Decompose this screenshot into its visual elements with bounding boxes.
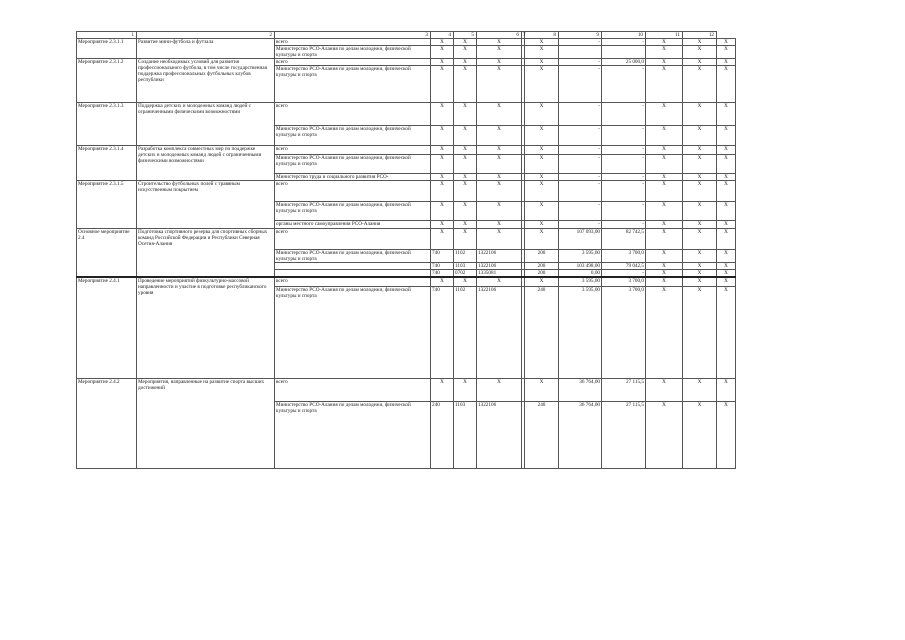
- value-cell: 200: [525, 270, 559, 278]
- column-number: 1: [77, 32, 137, 39]
- executor: всего: [275, 277, 431, 286]
- value-cell: 27 115,5: [602, 401, 646, 468]
- value-cell: -: [602, 39, 646, 46]
- value-cell: Х: [646, 286, 683, 378]
- value-cell: Х: [717, 46, 736, 59]
- value-cell: Х: [717, 66, 736, 103]
- value-cell: Х: [454, 221, 477, 229]
- value-cell: -: [559, 174, 602, 181]
- measure-name: Мероприятие 2.3.1.4: [77, 146, 137, 181]
- value-cell: Х: [646, 270, 683, 278]
- value-cell: Х: [525, 155, 559, 174]
- value-cell: Х: [683, 378, 717, 401]
- measure-description: Поддержка детских и молодежных команд людей с ограниченными физическими возможностями: [137, 103, 275, 146]
- value-cell: 1103: [454, 263, 477, 270]
- value-cell: Х: [683, 66, 717, 103]
- value-cell: Х: [646, 66, 683, 103]
- value-cell: 740: [431, 263, 454, 270]
- value-cell: Х: [525, 174, 559, 181]
- value-cell: 3 700,0: [602, 286, 646, 378]
- executor: всего: [275, 146, 431, 155]
- value-cell: 36 764,00: [559, 378, 602, 401]
- executor: всего: [275, 229, 431, 250]
- value-cell: Х: [717, 146, 736, 155]
- value-cell: Х: [525, 378, 559, 401]
- value-cell: 25 000,0: [602, 59, 646, 66]
- value-cell: Х: [683, 155, 717, 174]
- executor: [275, 263, 431, 270]
- value-cell: 200: [525, 263, 559, 270]
- value-cell: Х: [477, 146, 522, 155]
- value-cell: [559, 46, 602, 59]
- value-cell: Х: [525, 202, 559, 221]
- table-row: [77, 103, 736, 126]
- value-cell: Х: [717, 250, 736, 263]
- value-cell: 240: [431, 401, 454, 468]
- value-cell: -: [602, 126, 646, 146]
- value-cell: Х: [477, 59, 522, 66]
- value-cell: Х: [646, 263, 683, 270]
- value-cell: Х: [646, 229, 683, 250]
- value-cell: Х: [477, 202, 522, 221]
- value-cell: Х: [683, 103, 717, 126]
- value-cell: Х: [454, 126, 477, 146]
- value-cell: -: [559, 221, 602, 229]
- value-cell: Х: [717, 202, 736, 221]
- value-cell: Х: [431, 174, 454, 181]
- value-cell: 740: [431, 286, 454, 378]
- value-cell: 1322106: [477, 250, 522, 263]
- value-cell: Х: [683, 221, 717, 229]
- value-cell: Х: [454, 146, 477, 155]
- value-cell: Х: [477, 277, 522, 286]
- value-cell: Х: [646, 174, 683, 181]
- value-cell: -: [602, 103, 646, 126]
- value-cell: -: [559, 155, 602, 174]
- value-cell: 1322106: [477, 286, 522, 378]
- executor: Министерство труда и социального развития РСО-: [275, 174, 431, 181]
- value-cell: Х: [717, 286, 736, 378]
- value-cell: 1322106: [477, 401, 522, 468]
- executor: Министерство РСО-Алания по делам молодежи, физической культуры и спорта: [275, 46, 431, 59]
- value-cell: Х: [646, 181, 683, 202]
- value-cell: Х: [683, 229, 717, 250]
- value-cell: Х: [717, 263, 736, 270]
- executor: органы местного самоуправления РСО-Алания: [275, 221, 431, 229]
- value-cell: Х: [431, 46, 454, 59]
- value-cell: -: [559, 103, 602, 126]
- value-cell: Х: [525, 46, 559, 59]
- value-cell: Х: [717, 270, 736, 278]
- value-cell: Х: [525, 59, 559, 66]
- value-cell: Х: [431, 39, 454, 46]
- value-cell: -: [602, 270, 646, 278]
- value-cell: Х: [525, 39, 559, 46]
- value-cell: 0702: [454, 270, 477, 278]
- table-row: [77, 181, 736, 202]
- value-cell: 740: [431, 270, 454, 278]
- value-cell: -: [602, 202, 646, 221]
- value-cell: 36 764,00: [559, 401, 602, 468]
- value-cell: 3 595,00: [559, 286, 602, 378]
- value-cell: Х: [683, 202, 717, 221]
- value-cell: Х: [683, 46, 717, 59]
- measure-name: Мероприятие 2.3.1.5: [77, 181, 137, 229]
- value-cell: Х: [646, 59, 683, 66]
- value-cell: Х: [525, 181, 559, 202]
- value-cell: 107 093,00: [559, 229, 602, 250]
- value-cell: Х: [717, 103, 736, 126]
- value-cell: Х: [454, 155, 477, 174]
- value-cell: -: [602, 66, 646, 103]
- value-cell: 200: [525, 250, 559, 263]
- value-cell: -: [559, 59, 602, 66]
- measure-description: Строительство футбольных полей с травяным искусственным покрытием: [137, 181, 275, 229]
- value-cell: Х: [525, 126, 559, 146]
- value-cell: Х: [683, 401, 717, 468]
- value-cell: -: [559, 126, 602, 146]
- executor: всего: [275, 378, 431, 401]
- executor: всего: [275, 181, 431, 202]
- value-cell: Х: [431, 155, 454, 174]
- measure-name: Мероприятие 2.4.1: [77, 277, 137, 378]
- value-cell: Х: [477, 46, 522, 59]
- value-cell: Х: [477, 229, 522, 250]
- value-cell: 1102: [454, 286, 477, 378]
- value-cell: 3 595,00: [559, 277, 602, 286]
- value-cell: 3 595,00: [559, 250, 602, 263]
- value-cell: 3 700,0: [602, 277, 646, 286]
- value-cell: Х: [717, 221, 736, 229]
- value-cell: Х: [431, 378, 454, 401]
- executor: [275, 270, 431, 278]
- value-cell: Х: [477, 378, 522, 401]
- value-cell: Х: [525, 221, 559, 229]
- value-cell: Х: [431, 202, 454, 221]
- value-cell: Х: [454, 202, 477, 221]
- measure-name: Мероприятие 2.4.2: [77, 378, 137, 468]
- value-cell: Х: [525, 229, 559, 250]
- value-cell: Х: [683, 263, 717, 270]
- column-number: 6: [477, 32, 522, 39]
- column-number: 10: [602, 32, 646, 39]
- value-cell: -: [602, 155, 646, 174]
- value-cell: Х: [683, 181, 717, 202]
- value-cell: Х: [683, 39, 717, 46]
- value-cell: -: [559, 146, 602, 155]
- value-cell: -: [559, 202, 602, 221]
- column-number: 2: [137, 32, 275, 39]
- value-cell: Х: [683, 126, 717, 146]
- value-cell: Х: [431, 59, 454, 66]
- table-row: [77, 39, 736, 46]
- column-number: 3: [275, 32, 431, 39]
- value-cell: Х: [646, 250, 683, 263]
- value-cell: Х: [683, 270, 717, 278]
- value-cell: Х: [431, 229, 454, 250]
- value-cell: Х: [454, 229, 477, 250]
- measure-name: Мероприятие 2.3.1.1: [77, 39, 137, 59]
- value-cell: 79 042,5: [602, 263, 646, 270]
- value-cell: Х: [646, 126, 683, 146]
- value-cell: 1335081: [477, 270, 522, 278]
- value-cell: Х: [431, 126, 454, 146]
- value-cell: Х: [683, 250, 717, 263]
- value-cell: -: [602, 221, 646, 229]
- value-cell: 103 498,00: [559, 263, 602, 270]
- value-cell: 1103: [454, 401, 477, 468]
- executor: Министерство РСО-Алания по делам молодежи, физической культуры и спорта: [275, 286, 431, 378]
- value-cell: Х: [454, 174, 477, 181]
- value-cell: Х: [646, 39, 683, 46]
- value-cell: Х: [431, 146, 454, 155]
- value-cell: Х: [477, 126, 522, 146]
- table-row: [77, 59, 736, 66]
- value-cell: [602, 46, 646, 59]
- value-cell: Х: [717, 277, 736, 286]
- executor: всего: [275, 103, 431, 126]
- value-cell: Х: [454, 66, 477, 103]
- value-cell: -: [559, 66, 602, 103]
- value-cell: Х: [477, 221, 522, 229]
- measure-name: Мероприятие 2.3.1.3: [77, 103, 137, 146]
- value-cell: Х: [683, 286, 717, 378]
- value-cell: 3 700,0: [602, 250, 646, 263]
- value-cell: Х: [477, 181, 522, 202]
- value-cell: Х: [646, 277, 683, 286]
- value-cell: Х: [646, 221, 683, 229]
- value-cell: Х: [525, 277, 559, 286]
- value-cell: -: [602, 174, 646, 181]
- table-row: [77, 146, 736, 155]
- table-row: [77, 229, 736, 250]
- value-cell: Х: [431, 103, 454, 126]
- value-cell: Х: [454, 378, 477, 401]
- value-cell: Х: [646, 46, 683, 59]
- value-cell: Х: [646, 155, 683, 174]
- value-cell: Х: [454, 181, 477, 202]
- executor: всего: [275, 59, 431, 66]
- column-number: 11: [646, 32, 683, 39]
- value-cell: Х: [717, 155, 736, 174]
- executor: Министерство РСО-Алания по делам молодежи, физической культуры и спорта: [275, 250, 431, 263]
- value-cell: 1102: [454, 250, 477, 263]
- value-cell: Х: [454, 46, 477, 59]
- measure-description: Подготовка спортивного резерва для спортивных сборных команд Российской Федерации и Республики Северная Осетия-Алания: [137, 229, 275, 278]
- column-number: 12: [683, 32, 717, 39]
- measure-description: Развитие мини-футбола и футзала: [137, 39, 275, 59]
- value-cell: Х: [454, 59, 477, 66]
- value-cell: -: [602, 146, 646, 155]
- value-cell: Х: [477, 174, 522, 181]
- measure-description: Проведение мероприятий физкультурно-массовой направленности и участие в подготовке республиканского уровня: [137, 277, 275, 378]
- executor: Министерство РСО-Алания по делам молодежи, физической культуры и спорта: [275, 126, 431, 146]
- measure-name: Мероприятие 2.3.1.2: [77, 59, 137, 103]
- measure-description: Создание необходимых условий для развития профессионального футбола, в том числе государственная поддержка профессиональных футбольных клубов республики: [137, 59, 275, 103]
- value-cell: -: [602, 181, 646, 202]
- value-cell: 240: [525, 401, 559, 468]
- value-cell: Х: [477, 103, 522, 126]
- column-number: 4: [431, 32, 454, 39]
- measure-description: Разработка комплекса совместных мер по поддержке детских и молодежных команд людей с ограниченными физическими возможностями: [137, 146, 275, 181]
- value-cell: Х: [683, 146, 717, 155]
- value-cell: Х: [717, 39, 736, 46]
- value-cell: 27 115,5: [602, 378, 646, 401]
- executor: Министерство РСО-Алания по делам молодежи, физической культуры и спорта: [275, 66, 431, 103]
- program-table: [76, 31, 736, 469]
- measure-name: Основное мероприятие 2.4: [77, 229, 137, 278]
- value-cell: Х: [646, 401, 683, 468]
- value-cell: 82 742,5: [602, 229, 646, 250]
- value-cell: Х: [454, 103, 477, 126]
- value-cell: Х: [454, 39, 477, 46]
- column-number: 9: [559, 32, 602, 39]
- table-row: [77, 277, 736, 286]
- value-cell: Х: [683, 59, 717, 66]
- value-cell: Х: [477, 39, 522, 46]
- value-cell: -: [559, 39, 602, 46]
- value-cell: Х: [431, 66, 454, 103]
- value-cell: Х: [683, 277, 717, 286]
- value-cell: Х: [646, 103, 683, 126]
- value-cell: Х: [717, 174, 736, 181]
- value-cell: Х: [454, 277, 477, 286]
- executor: Министерство РСО-Алания по делам молодежи, физической культуры и спорта: [275, 202, 431, 221]
- value-cell: Х: [431, 181, 454, 202]
- column-number: 8: [525, 32, 559, 39]
- column-number: 7: [523, 32, 526, 38]
- value-cell: Х: [717, 229, 736, 250]
- column-number-row: [77, 32, 736, 39]
- value-cell: Х: [683, 174, 717, 181]
- value-cell: Х: [646, 146, 683, 155]
- value-cell: Х: [717, 401, 736, 468]
- value-cell: Х: [431, 221, 454, 229]
- value-cell: Х: [717, 59, 736, 66]
- executor: Министерство РСО-Алания по делам молодежи, физической культуры и спорта: [275, 401, 431, 468]
- value-cell: -: [559, 181, 602, 202]
- value-cell: Х: [525, 103, 559, 126]
- value-cell: 740: [431, 250, 454, 263]
- executor: Министерство РСО-Алания по делам молодежи, физической культуры и спорта: [275, 155, 431, 174]
- value-cell: Х: [717, 126, 736, 146]
- value-cell: Х: [646, 202, 683, 221]
- value-cell: 240: [525, 286, 559, 378]
- value-cell: Х: [646, 378, 683, 401]
- value-cell: Х: [525, 66, 559, 103]
- value-cell: Х: [525, 146, 559, 155]
- value-cell: 0,00: [559, 270, 602, 278]
- column-number: 5: [454, 32, 477, 39]
- table-row: [77, 378, 736, 401]
- executor: всего: [275, 39, 431, 46]
- measure-description: Мероприятия, направленные на развитие спорта высших достижений: [137, 378, 275, 468]
- value-cell: Х: [717, 181, 736, 202]
- value-cell: Х: [431, 277, 454, 286]
- value-cell: 1322106: [477, 263, 522, 270]
- value-cell: Х: [477, 66, 522, 103]
- value-cell: Х: [477, 155, 522, 174]
- value-cell: Х: [717, 378, 736, 401]
